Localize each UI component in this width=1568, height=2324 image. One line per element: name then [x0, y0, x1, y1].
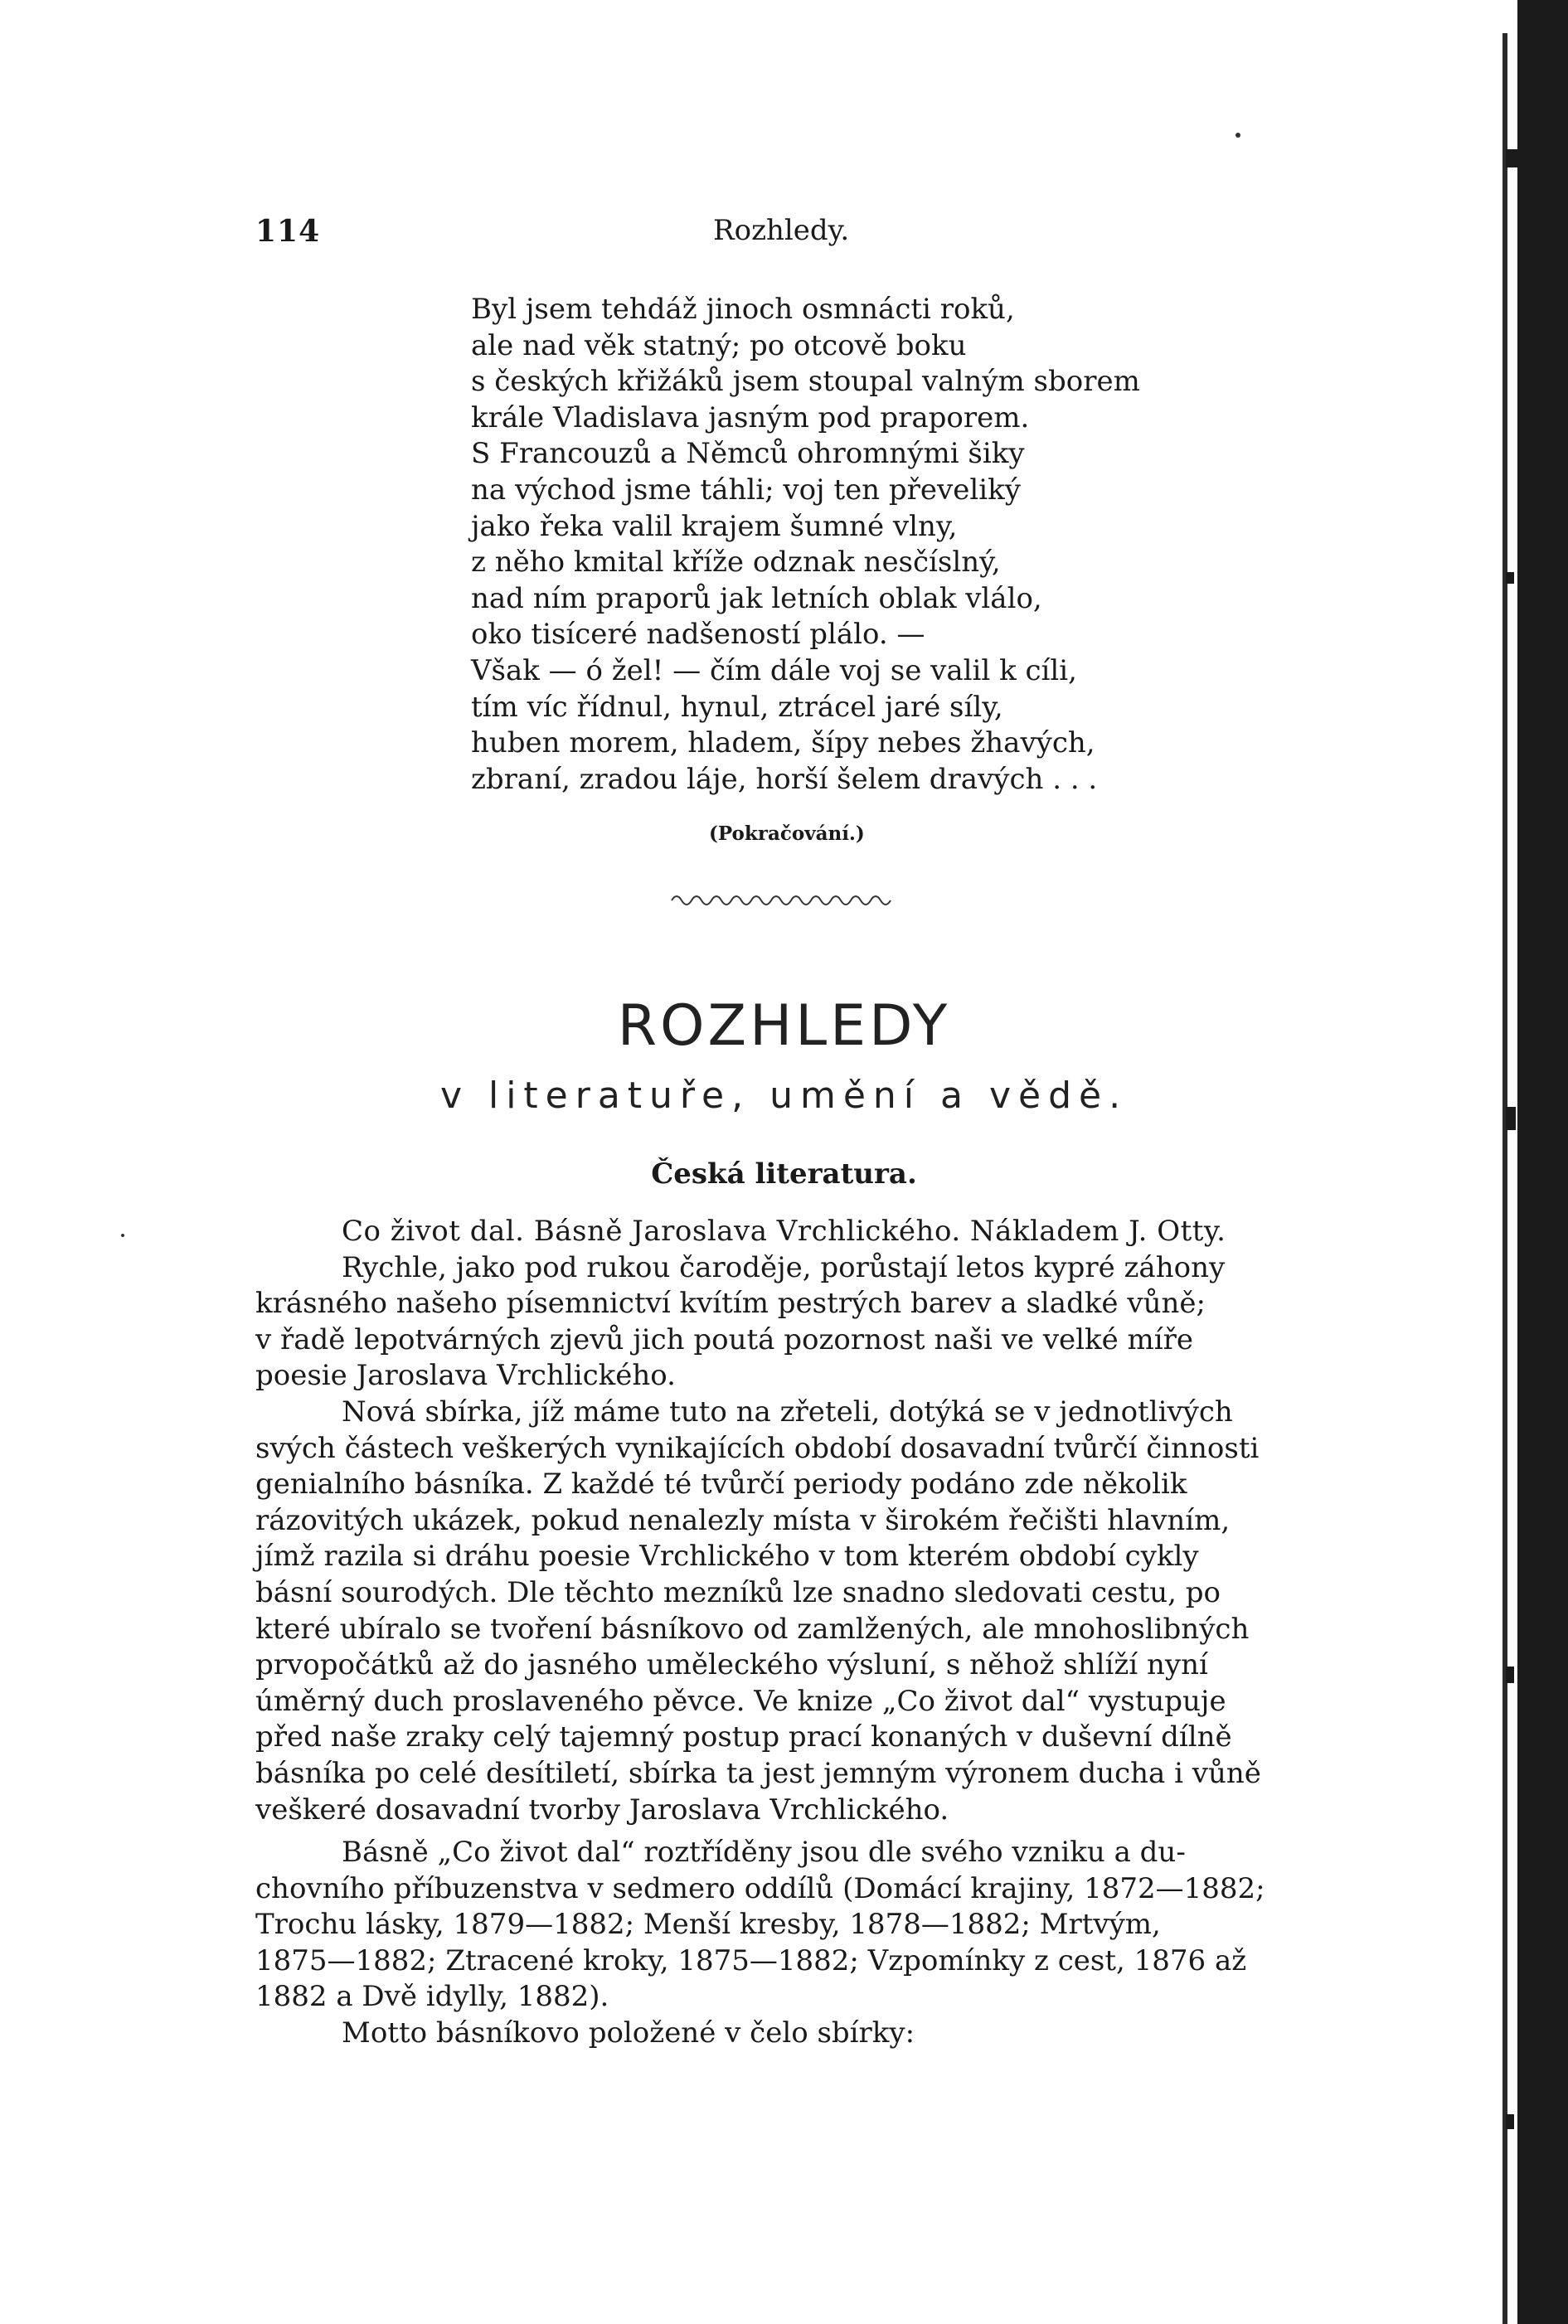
poem-line: s českých křižáků jsem stoupal valným sborem — [471, 365, 1140, 399]
article-line: které ubíralo se tvoření básníkovo od zamlžených, ale mnohoslibných — [255, 1612, 1250, 1646]
article-line: genialního básníka. Z každé té tvůrčí periody podáno zde několik — [255, 1468, 1187, 1502]
page-number: 114 — [255, 214, 321, 249]
article-line: 1875—1882; Ztracené kroky, 1875—1882; Vzpomínky z cest, 1876 až — [255, 1943, 1247, 1977]
poem-line: na východ jsme táhli; voj ten převeliký — [471, 473, 1021, 507]
article-line: Trochu lásky, 1879—1882; Menší kresby, 1878—1882; Mrtvým, — [255, 1908, 1161, 1942]
poem-line: krále Vladislava jasným pod praporem. — [471, 400, 1030, 434]
article-line: před naše zraky celý tajemný postup prací konaných v duševní dílně — [255, 1720, 1232, 1754]
page-header — [249, 214, 1310, 255]
poem-line: z něho kmital kříže odznak nesčíslný, — [471, 546, 1001, 580]
article-line: svých částech veškerých vynikajících období dosavadní tvůrčí činnosti — [255, 1431, 1260, 1465]
continued-note: (Pokračování.) — [709, 822, 865, 845]
section-subtitle: v literatuře, umění a vědě. — [439, 1075, 1129, 1117]
edge-mark — [1506, 2114, 1514, 2129]
speck — [121, 1234, 124, 1237]
article-line: Nová sbírka, jíž máme tuto na zřeteli, dotýká se v jednotlivých — [342, 1395, 1233, 1429]
article-line: básníka po celé desítiletí, sbírka ta jest jemným výronem ducha i vůně — [255, 1756, 1261, 1790]
article-line: jímž razila si dráhu poesie Vrchlického v tom kterém období cykly — [255, 1540, 1199, 1574]
article-line: básní sourodých. Dle těchto mezníků lze snadno sledovati cestu, po — [255, 1575, 1221, 1609]
edge-mark — [1506, 149, 1517, 167]
article-line: poesie Jaroslava Vrchlického. — [255, 1359, 676, 1393]
article-line: Rychle, jako pod rukou čaroděje, porůstají letos kypré záhony — [342, 1250, 1226, 1284]
section-title: ROZHLEDY — [617, 993, 951, 1059]
article-body — [255, 1214, 1325, 2052]
poem-line: zbraní, zradou láje, horší šelem dravých . . . — [471, 762, 1098, 796]
article-line: Co život dal. Básně Jaroslava Vrchlického. Nákladem J. Otty. — [342, 1215, 1226, 1248]
poem-line: Byl jsem tehdáž jinoch osmnácti roků, — [471, 293, 1015, 326]
article-line: veškeré dosavadní tvorby Jaroslava Vrchlického. — [255, 1793, 949, 1827]
poem-line: huben morem, hladem, šípy nebes žhavých, — [471, 726, 1095, 760]
speck — [1235, 133, 1240, 138]
poem-line: S Francouzů a Němců ohromnými šiky — [471, 437, 1025, 471]
wavy-ornament-divider — [670, 889, 894, 909]
edge-mark — [1506, 572, 1514, 584]
article-line: prvopočátků až do jasného uměleckého výsluní, s něhož shlíží nyní — [255, 1648, 1208, 1682]
poem-block — [471, 292, 1217, 798]
article-line: rázovitých ukázek, pokud nenalezly místa v širokém řečišti hlavním, — [255, 1503, 1231, 1537]
article-line: 1882 a Dvě idylly, 1882). — [255, 1980, 609, 2014]
poem-line: tím víc řídnul, hynul, ztrácel jaré síly, — [471, 690, 1003, 724]
edge-mark — [1506, 1667, 1514, 1683]
paragraph-gap — [255, 1828, 1325, 1835]
poem-line: oko tisíceré nadšeností plálo. — — [471, 618, 925, 652]
poem-line: nad ním praporů jak letních oblak vlálo, — [471, 581, 1042, 615]
article-line: úměrný duch proslaveného pěvce. Ve knize „Co život dal“ vystupuje — [255, 1684, 1226, 1718]
subsection-heading: Česká literatura. — [651, 1157, 917, 1191]
article-line: chovního příbuzenstva v sedmero oddílů (Domácí krajiny, 1872—1882; — [255, 1871, 1265, 1905]
poem-line: ale nad věk statný; po otcově boku — [471, 328, 967, 362]
article-line: v řadě lepotvárných zjevů jich poutá pozornost naši ve velké míře — [255, 1322, 1194, 1356]
article-line: Básně „Co život dal“ roztříděny jsou dle svého vzniku a du- — [342, 1836, 1186, 1870]
poem-line: Však — ó žel! — čím dále voj se valil k cíli, — [471, 653, 1077, 687]
running-head: Rozhledy. — [713, 214, 850, 247]
article-line: krásného našeho písemnictví kvítím pestrých barev a sladké vůně; — [255, 1287, 1206, 1321]
poem-line: jako řeka valil krajem šumné vlny, — [471, 509, 958, 543]
article-line: Motto básníkovo položené v čelo sbírky: — [342, 2016, 915, 2050]
